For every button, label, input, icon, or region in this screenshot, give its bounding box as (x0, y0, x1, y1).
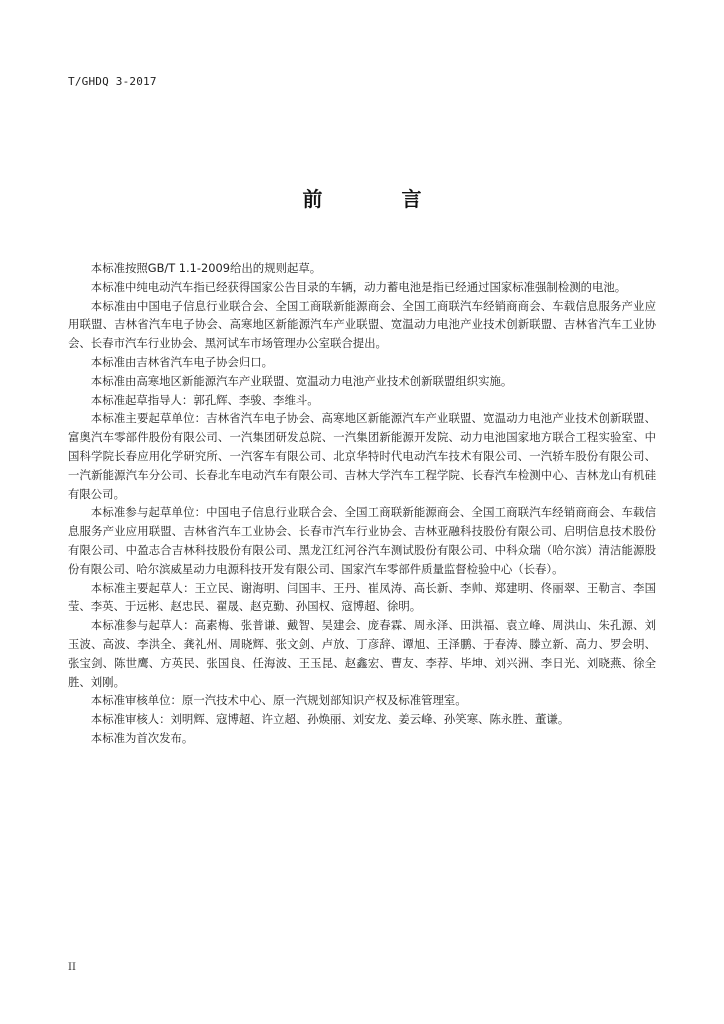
paragraph-drafting-rules: 本标准按照GB/T 1.1-2009给出的规则起草。 (90, 261, 322, 275)
foreword-body (68, 259, 656, 748)
paragraph-participating-drafters: 本标准参与起草人：高素梅、张普谦、戴智、吴建会、庞春霖、周永泽、田洪福、袁立峰、周洪山、朱孔源、刘玉波、高波、李洪全、龚礼州、周晓辉、张文剑、卢放、丁彦辞、谭旭、王泽鹏、于春涛、滕立新、高力、罗会明、张宝剑、陈世鹰、方英民、张国良、任海波、王玉昆、赵鑫宏、曹友、李荐、毕坤、刘兴洲、李日光、刘晓燕、徐全胜、刘刚。 (68, 618, 656, 689)
paragraph-administrator: 本标准由吉林省汽车电子协会归口。 (90, 354, 274, 369)
page-title: 前 言 (302, 187, 458, 211)
paragraph-review-units: 本标准审核单位：原一汽技术中心、原一汽规划部知识产权及标准管理室。 (90, 693, 467, 708)
paragraph-reviewers: 本标准审核人：刘明辉、寇博超、许立超、孙焕丽、刘安龙、姜云峰、孙笑寒、陈永胜、董谦。 (90, 712, 570, 727)
page-number: II (68, 962, 76, 973)
document-code: T/GHDQ 3-2017 (68, 75, 157, 88)
paragraph-first-release: 本标准为首次发布。 (90, 730, 194, 745)
paragraph-participating-units: 本标准参与起草单位：中国电子信息行业联合会、全国工商联新能源商会、全国工商联汽车经销商商会、车载信息服务产业应用联盟、吉林省汽车工业协会、长春市汽车行业协会、吉林亚融科技股份有限公司、启明信息技术股份有限公司、中盈志合吉林科技股份有限公司、黑龙江红河谷汽车测试股份有限公司、中科众瑞（哈尔滨）清洁能源股份有限公司、哈尔滨威星动力电源科技开发有限公司、国家汽车零部件质量监督检验中心（长春）。 (68, 505, 656, 576)
paragraph-main-drafters: 本标准主要起草人：王立民、谢海明、闫国丰、王丹、崔凤涛、高长新、李帅、郑建明、佟丽翠、王勒言、李国莹、李英、于远彬、赵忠民、翟晟、赵克勤、孙国权、寇博超、徐明。 (68, 580, 656, 614)
paragraph-proposers: 本标准由中国电子信息行业联合会、全国工商联新能源商会、全国工商联汽车经销商商会、车载信息服务产业应用联盟、吉林省汽车电子协会、高寒地区新能源汽车产业联盟、宽温动力电池产业技术创新联盟、吉林省汽车工业协会、长春市汽车行业协会、黑河试车市场管理办公室联合提出。 (68, 298, 656, 351)
paragraph-main-drafting-units: 本标准主要起草单位：吉林省汽车电子协会、高寒地区新能源汽车产业联盟、宽温动力电池产业技术创新联盟、富奥汽车零部件股份有限公司、一汽集团研发总院、一汽集团新能源开发院、动力电池国家地方联合工程实验室、中国科学院长春应用化学研究所、一汽客车有限公司、北京华特时代电动汽车技术有限公司、一汽轿车股份有限公司、一汽新能源汽车分公司、长春北车电动汽车有限公司、吉林大学汽车工程学院、长春汽车检测中心、吉林龙山有机硅有限公司。 (68, 411, 656, 501)
paragraph-implementers: 本标准由高寒地区新能源汽车产业联盟、宽温动力电池产业技术创新联盟组织实施。 (90, 373, 513, 388)
paragraph-guidance: 本标准起草指导人：郭孔辉、李骏、李维斗。 (90, 392, 319, 407)
paragraph-scope-note: 本标准中纯电动汽车指已经获得国家公告目录的车辆，动力蓄电池是指已经通过国家标准强制检测的电池。 (90, 279, 627, 294)
